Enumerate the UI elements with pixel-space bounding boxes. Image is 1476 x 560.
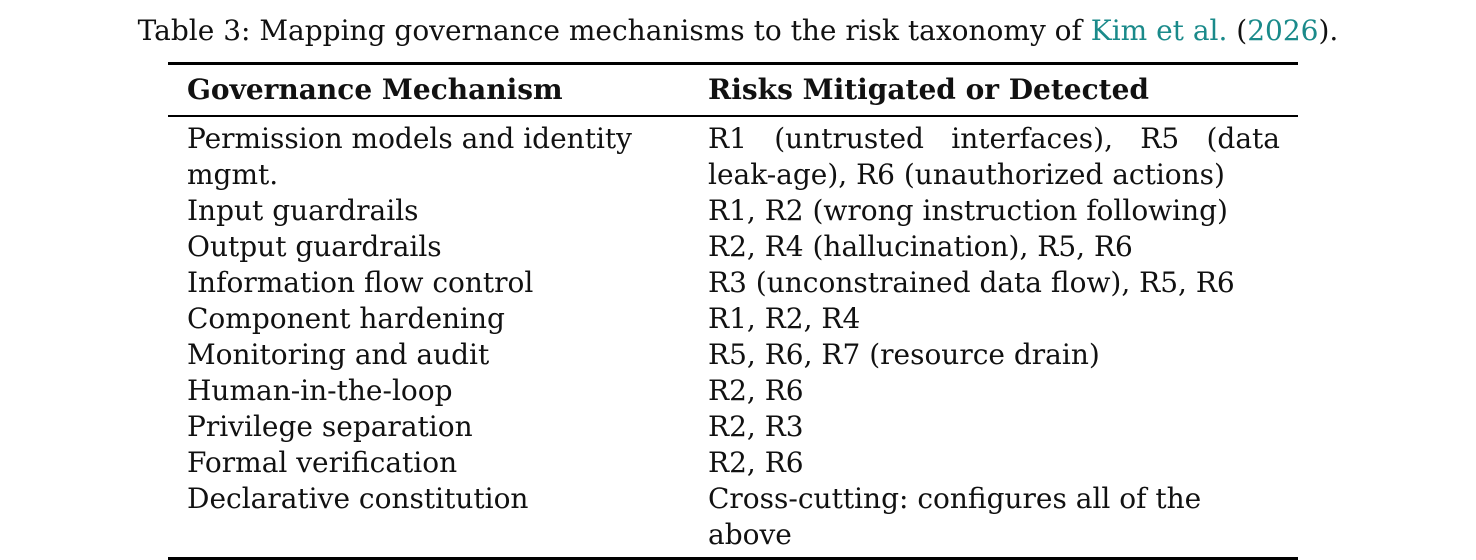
mechanism-cell: Formal verification — [187, 446, 458, 479]
risks-cell: R2, R6 — [708, 374, 804, 407]
caption-prefix: Table 3: Mapping governance mechanisms to the risk taxonomy of — [137, 14, 1091, 47]
citation-link-authors[interactable]: Kim et al. — [1090, 14, 1228, 47]
risks-cell: R3 (unconstrained data flow), R5, R6 — [708, 266, 1235, 299]
citation-link-year[interactable]: 2026 — [1247, 14, 1319, 47]
risks-cell: R2, R3 — [708, 410, 804, 443]
mechanism-cell: Declarative constitution — [187, 482, 529, 515]
governance-risk-table — [168, 62, 1298, 560]
table-row — [168, 445, 1298, 481]
table-row — [168, 481, 1298, 553]
table-row — [168, 373, 1298, 409]
caption-close: ). — [1318, 14, 1339, 47]
mechanism-cell: Input guardrails — [187, 194, 419, 227]
table-row — [168, 409, 1298, 445]
table-row — [168, 121, 1298, 193]
header-risks-mitigated: Risks Mitigated or Detected — [708, 73, 1149, 106]
header-governance-mechanism: Governance Mechanism — [187, 73, 563, 106]
mechanism-cell: Component hardening — [187, 302, 505, 335]
table-row — [168, 193, 1298, 229]
table-row — [168, 301, 1298, 337]
risks-cell: R1, R2 (wrong instruction following) — [708, 194, 1228, 227]
table-header-row — [168, 65, 1298, 115]
mechanism-cell: Information flow control — [187, 266, 534, 299]
table-row — [168, 265, 1298, 301]
risks-cell: R5, R6, R7 (resource drain) — [708, 338, 1100, 371]
mechanism-cell: Privilege separation — [187, 410, 473, 443]
risks-cell: R1, R2, R4 — [708, 302, 861, 335]
risks-cell: R2, R6 — [708, 446, 804, 479]
mechanism-cell: Output guardrails — [187, 230, 442, 263]
table-row — [168, 229, 1298, 265]
table-row — [168, 337, 1298, 373]
table-caption — [0, 12, 1476, 50]
mechanism-cell: Permission models and identity mgmt. — [187, 122, 632, 191]
mechanism-cell: Monitoring and audit — [187, 338, 490, 371]
risks-cell: R1 (untrusted interfaces), R5 (data leak-age), R6 (unauthorized actions) — [708, 122, 1280, 191]
risks-cell: R2, R4 (hallucination), R5, R6 — [708, 230, 1133, 263]
caption-open-paren: ( — [1227, 14, 1248, 47]
risks-cell: Cross-cutting: configures all of the above — [708, 482, 1202, 551]
table-body — [168, 117, 1298, 557]
mechanism-cell: Human-in-the-loop — [187, 374, 453, 407]
